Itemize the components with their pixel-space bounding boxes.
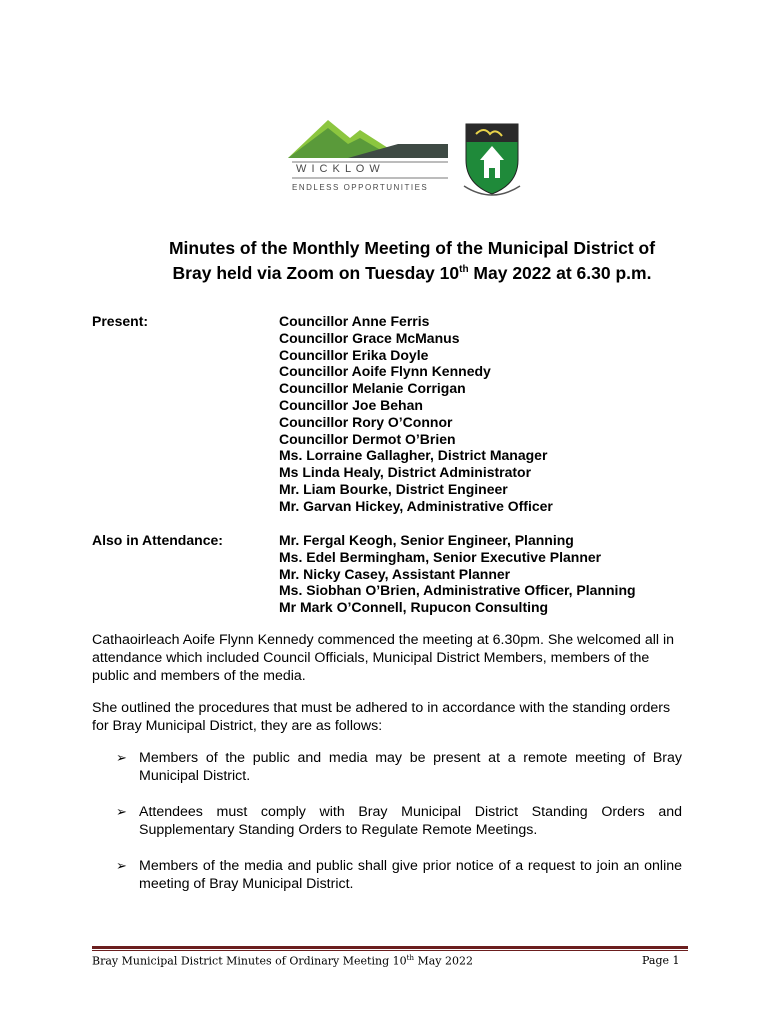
present-name: Councillor Aoife Flynn Kennedy bbox=[279, 363, 491, 380]
attendance-label: Also in Attendance: bbox=[92, 532, 223, 548]
title-line-2: Bray held via Zoom on Tuesday 10th May 2022 at 6.30 p.m. bbox=[172, 262, 652, 283]
attendance-name: Mr. Nicky Casey, Assistant Planner bbox=[279, 565, 511, 582]
wicklow-logo bbox=[288, 108, 450, 198]
arrow-bullet-icon: ➢ bbox=[116, 858, 127, 873]
present-name: Councillor Rory O’Connor bbox=[279, 413, 453, 430]
attendance-name: Ms. Edel Bermingham, Senior Executive Planner bbox=[279, 548, 602, 565]
present-list bbox=[279, 313, 553, 515]
list-item: ➢ Attendees must comply with Bray Municipal District Standing Orders and Supplementary Standing Orders to Regulate Remote Meetings. bbox=[116, 804, 682, 838]
attendance-name: Mr. Fergal Keogh, Senior Engineer, Planning bbox=[279, 532, 574, 548]
footer-divider bbox=[92, 946, 688, 949]
present-name: Councillor Erika Doyle bbox=[279, 346, 429, 363]
header-logos bbox=[288, 108, 528, 198]
attendance-list bbox=[279, 532, 636, 616]
present-name: Councillor Melanie Corrigan bbox=[279, 380, 466, 397]
footer-text: Bray Municipal District Minutes of Ordinary Meeting 10th May 2022 bbox=[92, 954, 473, 968]
present-name: Ms. Lorraine Gallagher, District Manager bbox=[279, 447, 548, 464]
bullet-list bbox=[92, 749, 682, 911]
present-label: Present: bbox=[92, 313, 149, 329]
present-name: Ms Linda Healy, District Administrator bbox=[279, 464, 532, 481]
logo-word: W I C K L O W bbox=[296, 163, 381, 175]
page-number: Page 1 bbox=[642, 954, 680, 967]
present-name: Councillor Dermot O’Brien bbox=[279, 430, 456, 447]
attendance-name: Mr Mark O’Connell, Rupucon Consulting bbox=[279, 599, 549, 616]
present-name: Mr. Garvan Hickey, Administrative Officer bbox=[279, 497, 553, 514]
paragraph-procedures: She outlined the procedures that must be adhered to in accordance with the standing orders for Bray Municipal District, they are as follows: bbox=[92, 700, 671, 734]
present-name: Councillor Grace McManus bbox=[279, 329, 460, 346]
title-line-1: Minutes of the Monthly Meeting of the Municipal District of bbox=[168, 238, 656, 258]
arrow-bullet-icon: ➢ bbox=[116, 750, 127, 765]
logo-tagline: ENDLESS OPPORTUNITIES bbox=[292, 183, 429, 192]
arrow-bullet-icon: ➢ bbox=[116, 804, 127, 819]
list-item: ➢ Members of the media and public shall give prior notice of a request to join an online meeting of Bray Municipal District. bbox=[116, 858, 682, 892]
page-title bbox=[92, 238, 732, 284]
footer-divider-thin bbox=[92, 950, 688, 951]
present-name: Mr. Liam Bourke, District Engineer bbox=[279, 480, 508, 497]
present-name: Councillor Anne Ferris bbox=[279, 313, 430, 329]
paragraph-opening: Cathaoirleach Aoife Flynn Kennedy commenced the meeting at 6.30pm. She welcomed all in attendance which included Council Officials, Municipal District Members, members of the public and members of the media. bbox=[92, 632, 675, 684]
list-item: ➢ Members of the public and media may be present at a remote meeting of Bray Municipal District. bbox=[116, 750, 682, 784]
present-name: Councillor Joe Behan bbox=[279, 396, 423, 413]
county-crest-icon bbox=[460, 120, 524, 200]
attendance-name: Ms. Siobhan O’Brien, Administrative Officer, Planning bbox=[279, 582, 636, 599]
